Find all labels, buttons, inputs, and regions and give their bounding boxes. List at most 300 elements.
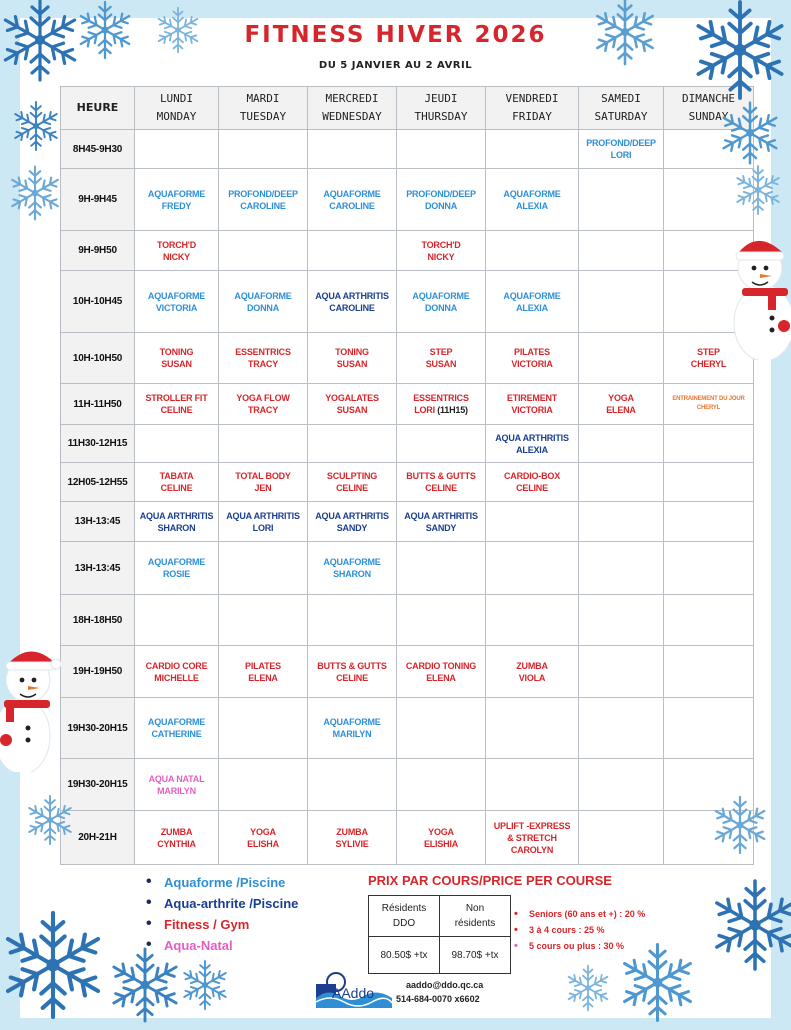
empty-cell (486, 595, 579, 646)
class-cell (135, 502, 219, 542)
class-entry (308, 660, 396, 684)
class-entry (486, 188, 578, 212)
class-name: BUTTS & GUTTS (406, 471, 476, 481)
snowflake-icon (700, 870, 791, 980)
instructor-line (486, 444, 578, 456)
snowflake-icon (728, 160, 788, 220)
time-slot: 19H-19H50 (61, 646, 135, 698)
time-slot: 9H-9H45 (61, 169, 135, 231)
instructor-name: TRACY (248, 359, 278, 369)
header-day (308, 87, 397, 130)
instructor-name: SHARON (157, 522, 196, 533)
class-name: BUTTS & GUTTS (317, 660, 387, 671)
day-name-en: FRIDAY (512, 110, 552, 123)
class-name: PROFOND/DEEP (406, 188, 476, 199)
class-name: YOGA FLOW (236, 393, 290, 403)
class-cell (397, 463, 486, 502)
class-cell (308, 271, 397, 333)
class-cell (397, 646, 486, 698)
instructor-name: ELENA (606, 405, 636, 415)
logo-text: AAddo (332, 985, 375, 1001)
class-entry (579, 392, 663, 416)
class-entry (135, 290, 218, 314)
instructor-line (219, 838, 307, 850)
class-entry (135, 556, 218, 580)
instructor-line (579, 149, 663, 161)
legend-item: • Aqua-Natal (146, 935, 298, 956)
class-name: ZUMBA (336, 826, 368, 837)
schedule-row (61, 463, 754, 502)
class-name: YOGA (428, 826, 454, 837)
contact-info (396, 978, 483, 1006)
empty-cell (664, 595, 754, 646)
empty-cell (664, 425, 754, 463)
class-cell (135, 698, 219, 759)
empty-cell (219, 698, 308, 759)
class-name: AQUAFORME (147, 717, 206, 727)
instructor-name: CAROLINE (329, 302, 375, 313)
day-name-fr: JEUDI (424, 92, 458, 105)
instructor-name: VICTORIA (511, 359, 553, 369)
class-cell (219, 811, 308, 865)
instructor-line (397, 200, 485, 212)
instructor-name: CYNTHIA (157, 838, 196, 849)
instructor-name: CELINE (336, 483, 368, 493)
instructor-name: CAROLINE (329, 200, 375, 211)
header-day (397, 87, 486, 130)
snowflake-icon (705, 790, 775, 860)
day-name-en: SUNDAY (688, 110, 729, 123)
class-name: ZUMBA (516, 660, 548, 671)
empty-cell (486, 759, 579, 811)
class-name: PILATES (514, 347, 550, 357)
class-cell (219, 333, 308, 384)
day-name-fr: LUNDI (159, 92, 194, 105)
instructor-name: NICKY (427, 251, 455, 262)
class-cell (486, 463, 579, 502)
instructor-line (135, 672, 218, 684)
empty-cell (135, 425, 219, 463)
class-name: AQUAFORME (323, 188, 381, 199)
class-name: ENTRAINEMENT DU JOUR (672, 396, 745, 402)
discount-item: • Seniors (60 ans et +) : 20 % (514, 906, 645, 922)
class-entry (308, 826, 396, 850)
class-name: TONING (335, 347, 369, 357)
empty-cell (579, 811, 664, 865)
instructor-name: ELISHIA (423, 838, 459, 849)
discount-item: • 5 cours ou plus : 30 % (514, 938, 645, 954)
snowflake-icon (70, 0, 140, 65)
instructor-line (135, 404, 218, 416)
instructor-line (308, 358, 396, 370)
instructor-line (486, 672, 578, 684)
class-entry (219, 290, 307, 314)
class-entry (486, 820, 578, 856)
empty-cell (397, 595, 486, 646)
day-name-en: TUESDAY (239, 110, 287, 123)
instructor-line (397, 522, 485, 534)
contact-phone: 514-684-0070 x6602 (396, 994, 480, 1004)
class-cell (664, 384, 754, 425)
class-entry (219, 470, 307, 494)
instructor-line (219, 482, 307, 494)
class-entry (219, 510, 307, 534)
header-day (579, 87, 664, 130)
class-entry (486, 432, 578, 456)
instructor-line (135, 838, 218, 850)
class-entry (486, 660, 578, 684)
snowflake-icon (585, 0, 665, 72)
instructor-name: SYLIVIE (335, 838, 369, 849)
day-name-fr: VENDREDI (505, 92, 559, 105)
schedule-row (61, 384, 754, 425)
empty-cell (579, 333, 664, 384)
instructor-name: CAROLINE (240, 200, 286, 211)
class-entry (486, 392, 578, 416)
header-heure: HEURE (61, 87, 135, 130)
class-entry (308, 510, 396, 534)
instructor-line (486, 358, 578, 370)
instructor-name: ELENA (426, 672, 456, 683)
instructor-name: DONNA (425, 302, 457, 313)
class-entry (397, 660, 485, 684)
class-name: TOTAL BODY (235, 471, 291, 481)
class-entry (308, 346, 396, 370)
instructor-name: SHARON (333, 569, 371, 579)
snowman-icon (722, 228, 791, 360)
instructor-name: FREDY (161, 200, 192, 211)
empty-cell (135, 130, 219, 169)
snowflake-icon (2, 160, 68, 226)
instructor-name: LORI (610, 150, 632, 160)
class-cell (135, 646, 219, 698)
price-table (368, 895, 511, 974)
instructor-line (135, 785, 218, 797)
instructor-name: VICTORIA (511, 405, 553, 415)
instructor-name: CELINE (516, 483, 548, 493)
class-note: (11H15) (434, 405, 468, 415)
empty-cell (579, 463, 664, 502)
instructor-name: MICHELLE (154, 672, 199, 683)
empty-cell (486, 231, 579, 271)
class-entry (397, 188, 485, 212)
class-entry (308, 556, 396, 580)
instructor-line (397, 672, 485, 684)
schedule-row (61, 759, 754, 811)
class-name: YOGALATES (325, 393, 379, 403)
class-entry (664, 395, 753, 413)
class-name: SCULPTING (326, 471, 378, 481)
time-slot: 19H30-20H15 (61, 698, 135, 759)
class-cell (486, 271, 579, 333)
instructor-line (308, 522, 396, 534)
instructor-name: CHERYL (696, 405, 721, 411)
snowflake-icon (175, 955, 235, 1015)
class-entry (135, 392, 218, 416)
snowman-icon (0, 636, 62, 772)
instructor-line (135, 568, 218, 580)
class-entry (135, 826, 218, 850)
price-title: PRIX PAR COURS/PRICE PER COURSE (368, 873, 612, 888)
class-cell (135, 169, 219, 231)
class-cell (579, 384, 664, 425)
class-entry (397, 510, 485, 534)
class-cell (486, 646, 579, 698)
instructor-line (308, 200, 396, 212)
empty-cell (219, 231, 308, 271)
empty-cell (308, 425, 397, 463)
instructor-line (664, 404, 753, 413)
class-entry (219, 392, 307, 416)
class-entry (135, 716, 218, 740)
class-name: & STRETCH (507, 832, 557, 843)
instructor-name: CELINE (160, 405, 193, 415)
class-name: STEP (697, 347, 720, 357)
class-name: AQUA ARTHRITIS (404, 510, 478, 521)
class-entry (219, 188, 307, 212)
class-name: ESSENTRICS (235, 347, 291, 357)
aaddo-logo (316, 972, 392, 1008)
class-entry (397, 346, 485, 370)
class-entry (486, 290, 578, 314)
page-title: FITNESS HIVER 2026 (244, 22, 547, 48)
schedule-row (61, 646, 754, 698)
empty-cell (219, 425, 308, 463)
instructor-line (579, 404, 663, 416)
class-name: AQUA ARTHRITIS (139, 510, 214, 521)
contact-email[interactable]: aaddo@ddo.qc.ca (406, 980, 484, 990)
class-cell (219, 384, 308, 425)
empty-cell (397, 130, 486, 169)
class-cell (397, 333, 486, 384)
class-cell (219, 169, 308, 231)
class-cell (135, 231, 219, 271)
class-name: PROFOND/DEEP (228, 188, 298, 199)
instructor-line (397, 482, 485, 494)
class-entry (219, 660, 307, 684)
time-slot: 10H-10H45 (61, 271, 135, 333)
empty-cell (486, 698, 579, 759)
instructor-name: ALEXIA (516, 444, 548, 455)
day-name-fr: DIMANCHE (682, 92, 735, 105)
class-name: AQUA ARTHRITIS (226, 510, 300, 521)
instructor-name: SUSAN (336, 359, 368, 369)
instructor-line (308, 568, 396, 580)
class-name: AQUA ARTHRITIS (495, 432, 569, 443)
class-entry (308, 470, 396, 494)
snowflake-icon (680, 0, 791, 110)
class-entry (397, 239, 485, 263)
class-cell (397, 384, 486, 425)
class-cell (308, 698, 397, 759)
class-entry (135, 773, 218, 797)
instructor-name: ELENA (248, 672, 278, 683)
class-entry (219, 346, 307, 370)
empty-cell (397, 542, 486, 595)
instructor-name: CATHERINE (151, 729, 202, 739)
page-subtitle: DU 5 JANVIER AU 2 AVRIL (318, 60, 473, 71)
instructor-name: MARILYN (157, 785, 196, 796)
class-cell (135, 811, 219, 865)
class-name: TONING (159, 347, 194, 357)
instructor-name: CELINE (160, 483, 193, 493)
empty-cell (308, 130, 397, 169)
class-entry (308, 716, 396, 740)
instructor-name: ALEXIA (516, 200, 548, 211)
empty-cell (579, 271, 664, 333)
instructor-name: LORI (252, 522, 274, 533)
time-slot: 13H-13:45 (61, 502, 135, 542)
class-entry (308, 188, 396, 212)
schedule-row (61, 333, 754, 384)
instructor-name: ALEXIA (516, 302, 548, 313)
empty-cell (308, 595, 397, 646)
price-header-residents: Résidents DDO (369, 896, 440, 937)
price-nonresidents: 98.70$ +tx (440, 937, 511, 974)
instructor-name: SANDY (425, 522, 457, 533)
schedule-row (61, 231, 754, 271)
class-entry (308, 290, 396, 314)
instructor-line (219, 302, 307, 314)
instructor-line (308, 838, 396, 850)
empty-cell (397, 759, 486, 811)
class-name: ETIREMENT (506, 393, 558, 403)
time-slot: 19H30-20H15 (61, 759, 135, 811)
class-name: AQUA NATAL (148, 773, 205, 784)
instructor-line (135, 200, 218, 212)
instructor-line (219, 358, 307, 370)
class-cell (219, 271, 308, 333)
class-name: YOGA (250, 826, 276, 837)
class-entry (579, 137, 663, 161)
class-cell (397, 811, 486, 865)
class-entry (135, 346, 218, 370)
class-entry (486, 346, 578, 370)
instructor-line (308, 728, 396, 740)
instructor-name: ROSIE (162, 569, 190, 579)
day-name-en: SATURDAY (594, 110, 648, 123)
empty-cell (308, 231, 397, 271)
schedule-table (60, 86, 754, 865)
empty-cell (135, 595, 219, 646)
class-entry (486, 470, 578, 494)
class-cell (486, 425, 579, 463)
instructor-line (219, 672, 307, 684)
class-cell (219, 463, 308, 502)
instructor-name: TRACY (248, 405, 278, 415)
class-cell (486, 333, 579, 384)
time-slot: 13H-13:45 (61, 542, 135, 595)
time-slot: 11H-11H50 (61, 384, 135, 425)
class-name: TORCH'D (421, 239, 461, 250)
header-day (486, 87, 579, 130)
instructor-line (135, 482, 218, 494)
instructor-line (397, 838, 485, 850)
schedule-row (61, 698, 754, 759)
empty-cell (579, 759, 664, 811)
class-name: AQUAFORME (412, 290, 470, 301)
class-cell (135, 542, 219, 595)
instructor-name: CHERYL (690, 359, 727, 369)
class-name: AQUAFORME (147, 557, 206, 567)
instructor-line (219, 522, 307, 534)
class-cell (486, 384, 579, 425)
instructor-line (486, 302, 578, 314)
class-cell (486, 169, 579, 231)
empty-cell (579, 425, 664, 463)
empty-cell (579, 698, 664, 759)
empty-cell (579, 595, 664, 646)
class-name: STROLLER FIT (145, 393, 208, 403)
class-cell (308, 333, 397, 384)
instructor-line (486, 404, 578, 416)
instructor-name: NICKY (162, 251, 190, 262)
snowflake-icon (610, 935, 705, 1030)
class-entry (397, 826, 485, 850)
instructor-line (219, 404, 307, 416)
time-slot: 8H45-9H30 (61, 130, 135, 169)
day-name-fr: MERCREDI (325, 92, 379, 105)
class-name: TABATA (159, 471, 194, 481)
empty-cell (579, 646, 664, 698)
class-name: AQUAFORME (234, 290, 292, 301)
instructor-line (135, 251, 218, 263)
empty-cell (664, 542, 754, 595)
class-name: CARDIO TONING (405, 660, 477, 671)
empty-cell (397, 425, 486, 463)
class-cell (308, 384, 397, 425)
instructor-line (308, 482, 396, 494)
class-name: ESSENTRICS (413, 393, 469, 403)
schedule-row (61, 271, 754, 333)
empty-cell (664, 646, 754, 698)
day-name-en: MONDAY (156, 110, 197, 123)
empty-cell (219, 595, 308, 646)
class-cell (308, 169, 397, 231)
empty-cell (579, 502, 664, 542)
class-entry (397, 392, 485, 416)
instructor-line (397, 358, 485, 370)
empty-cell (219, 759, 308, 811)
class-entry (397, 290, 485, 314)
day-name-fr: SAMEDI (601, 92, 641, 105)
class-cell (308, 502, 397, 542)
class-name: CARDIO-BOX (504, 471, 560, 481)
snowflake-icon (20, 790, 80, 850)
instructor-name: SUSAN (161, 359, 192, 369)
schedule-row (61, 130, 754, 169)
class-name: AQUA ARTHRITIS (315, 290, 389, 301)
class-name: AQUAFORME (323, 557, 381, 567)
instructor-name: DONNA (247, 302, 279, 313)
empty-cell (486, 502, 579, 542)
class-entry (135, 510, 218, 534)
instructor-line (486, 844, 578, 856)
schedule-row (61, 595, 754, 646)
class-cell (308, 542, 397, 595)
class-name: CARDIO CORE (145, 660, 208, 671)
instructor-name: CAROLYN (510, 844, 554, 855)
instructor-name: DONNA (425, 200, 457, 211)
empty-cell (664, 502, 754, 542)
class-entry (219, 826, 307, 850)
legend-item: • Aquaforme /Piscine (146, 872, 298, 893)
snowflake-icon (6, 96, 66, 156)
class-entry (135, 470, 218, 494)
instructor-name: SUSAN (425, 359, 457, 369)
empty-cell (664, 698, 754, 759)
instructor-line (135, 358, 218, 370)
